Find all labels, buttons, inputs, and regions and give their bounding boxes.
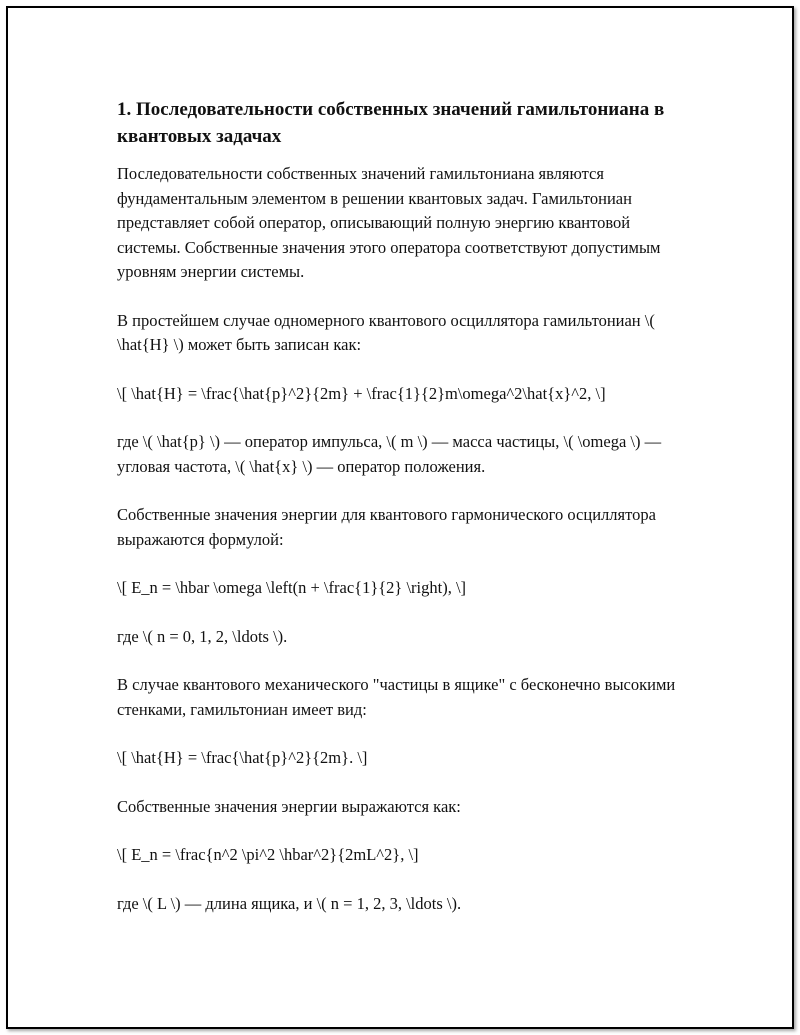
oscillator-energy-formula: \[ E_n = \hbar \omega \left(n + \frac{1}{2} \right), \]: [117, 578, 467, 597]
quantum-number-paragraph: где \( n = 0, 1, 2, \ldots \).: [117, 626, 288, 646]
particle-in-box-intro: В случае квантового механического "частицы в ящике" с бесконечно высокими стенками, гамильтониан имеет вид:: [117, 675, 676, 719]
box-hamiltonian-formula: \[ \hat{H} = \frac{\hat{p}^2}{2m}. \]: [117, 748, 368, 767]
box-definitions-paragraph: где \( L \) — длина ящика, и \( n = 1, 2, 3, \ldots \).: [117, 893, 462, 913]
document-body: [117, 96, 687, 940]
box-energy-intro: Собственные значения энергии выражаются как:: [117, 796, 461, 816]
intro-paragraph: Последовательности собственных значений гамильтониана являются фундаментальным элементом в решении квантовых задач. Гамильтониан представляет собой оператор, описывающий полную энергию квантовой системы. Собственные значения этого оператора соответствуют допустимым уровням энергии системы.: [117, 164, 661, 281]
section-heading: 1. Последовательности собственных значений гамильтониана в квантовых задачах: [117, 99, 665, 147]
box-energy-formula: \[ E_n = \frac{n^2 \pi^2 \hbar^2}{2mL^2}, \]: [117, 845, 419, 864]
operator-definitions-paragraph: где \( \hat{p} \) — оператор импульса, \( m \) — масса частицы, \( \omega \) — угловая частота, \( \hat{x} \) — оператор положения.: [117, 432, 662, 476]
hamiltonian-formula: \[ \hat{H} = \frac{\hat{p}^2}{2m} + \frac{1}{2}m\omega^2\hat{x}^2, \]: [117, 383, 606, 403]
energy-eigenvalues-intro: Собственные значения энергии для квантового гармонического осциллятора выражаются формулой:: [117, 505, 656, 549]
oscillator-intro-paragraph: В простейшем случае одномерного квантового осциллятора гамильтониан \( \hat{H} \) может быть записан как:: [117, 310, 655, 354]
